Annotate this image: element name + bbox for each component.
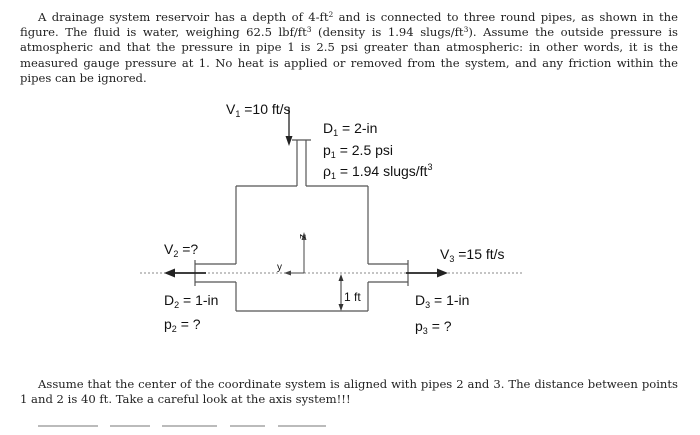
cutoff-text-fragment (38, 425, 98, 427)
y-axis-head (284, 271, 291, 276)
intro-sup-1: 2 (328, 10, 334, 19)
intro-text-4: ). Assume the outside pressure is atmospheric and that the pressure in pipe 1 is 2.5 psi greater than atmospheric: in other words, it is the measured gauge pressure at 1. No heat is applied or removed from the system, and any friction within the pipes can be ignored. (20, 25, 679, 85)
height-label: 1 ft (344, 290, 361, 304)
v2-arrow-head (164, 269, 175, 278)
cutoff-text-fragment (230, 425, 265, 427)
rho1-label: $\rho_1 = 1.94$ slugs/$ft^3$ (323, 162, 433, 181)
v3-arrow-head (437, 269, 448, 278)
cutoff-text-fragment (110, 425, 150, 427)
intro-text-3: (density is 1.94 slugs/ft (311, 25, 464, 40)
intro-sup-3: 3 (463, 25, 469, 35)
y-axis-label: y (277, 262, 282, 273)
d3-label: $D_3 = 1-in$ (415, 292, 470, 310)
cutoff-text-fragment (162, 425, 217, 427)
v1-arrow-head (286, 136, 293, 146)
cutoff-text-fragment (278, 425, 326, 427)
p1-label: $p_1 = 2.5$ psi (323, 142, 394, 160)
d2-label: $D_2 = 1-in$ (164, 292, 219, 310)
problem-outro: Assume that the center of the coordinate system is aligned with pipes 2 and 3. The distance between points 1 and 2 is 40 ft. Take a careful look at the axis system!!! (20, 377, 678, 407)
intro-text-2: and is connected to three round pipes, as shown in the figure. The fluid is water, weighing 62.5 lbf/ft (20, 10, 679, 40)
p2-label: $p_2$ = ? (164, 316, 201, 334)
intro-text-1: A drainage system reservoir has a depth of 4-ft (38, 10, 329, 24)
height-dim-head-top (339, 274, 344, 281)
height-dim-head-bottom (339, 304, 344, 311)
v2-label: $V_2$ =? (164, 241, 199, 259)
p3-label: $p_3$ = ? (415, 318, 452, 336)
z-axis-label: z (297, 234, 308, 239)
v1-label: $V_1 =10$ ft/s (226, 101, 291, 119)
intro-sup-2: 3 (306, 25, 312, 35)
v3-label: $V_3 =15$ ft/s (440, 246, 505, 264)
d1-label: $D_1 = 2-in$ (323, 120, 378, 138)
